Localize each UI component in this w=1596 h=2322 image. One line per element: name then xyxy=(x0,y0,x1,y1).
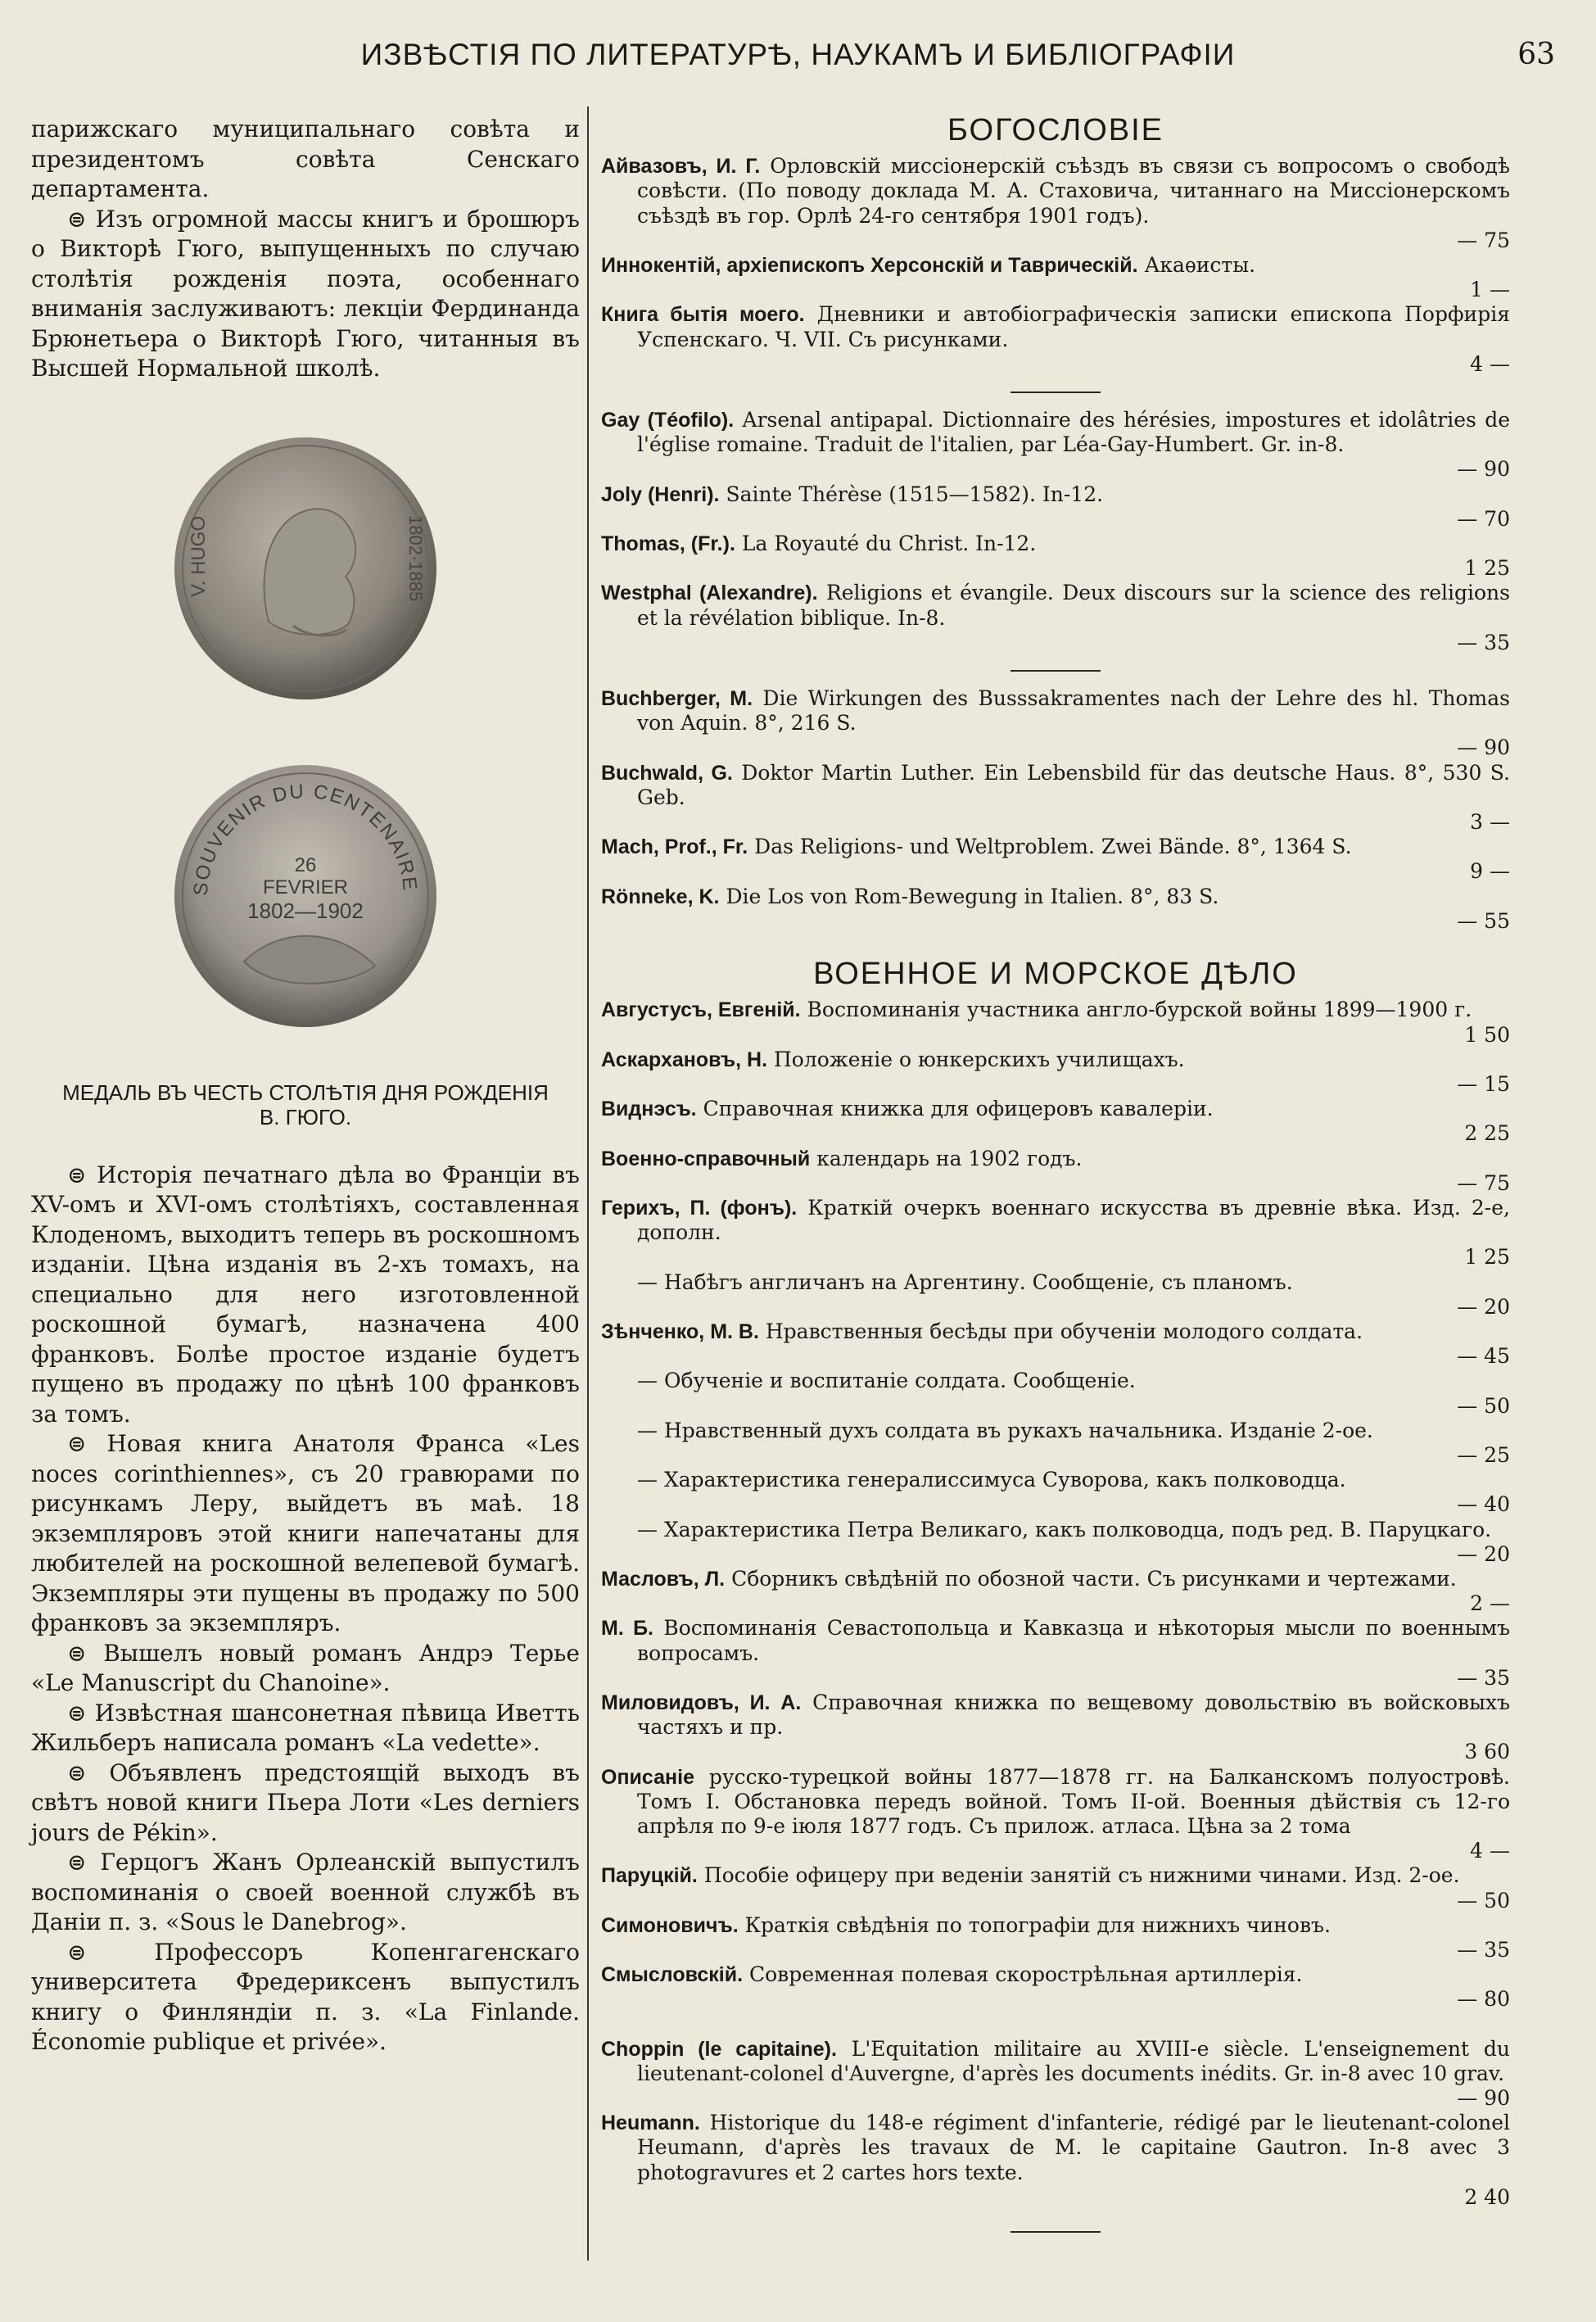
entry-author: Аскархановъ, Н. xyxy=(601,1048,768,1071)
entry-price: — 45 xyxy=(1457,1344,1510,1369)
news-paragraph: ⊜ Извѣстная шансонетная пѣвица Иветть Жильберъ написала романъ «La vedette». xyxy=(31,1699,580,1756)
bibliography-entry xyxy=(601,885,1510,909)
entry-price-row xyxy=(601,507,1510,532)
entry-title: Religions et évangile. Deux discours sur la science des religions et la révélation biblique. In-8. xyxy=(637,581,1510,630)
entry-title: Современная полевая скорострѣльная артиллерія. xyxy=(749,1962,1303,1987)
bibliography-subentry xyxy=(601,1419,1510,1443)
entry-title: Doktor Martin Luther. Ein Lebensbild für das deutsche Haus. 8°, 530 S. Geb. xyxy=(637,760,1510,809)
theology-russian-list xyxy=(601,154,1510,377)
entry-price: — 90 xyxy=(1457,457,1510,482)
entry-price: 2 25 xyxy=(1464,1121,1510,1146)
medal-hugo-portrait-image xyxy=(170,433,441,704)
entry-title: Сборникъ свѣдѣній по обозной части. Съ рисунками и чертежами. xyxy=(731,1566,1457,1591)
entry-author: Масловъ, Л. xyxy=(601,1567,726,1591)
entry-title: Краткій очеркъ военнаго искусства въ древніе вѣка. Изд. 2-е, дополн. xyxy=(637,1195,1510,1245)
entry-price: — 80 xyxy=(1457,1987,1510,2012)
subentry-title: — Набѣгъ англичанъ на Аргентину. Сообщеніе, съ планомъ. xyxy=(637,1270,1293,1294)
entry-title: La Royauté du Christ. In-12. xyxy=(741,532,1037,556)
entry-author: Августусъ, Евгеній. xyxy=(601,998,801,1022)
bibliography-entry xyxy=(601,1962,1510,1987)
bibliography-entry xyxy=(601,1913,1510,1938)
entry-author: Mach, Prof., Fr. xyxy=(601,835,748,859)
entry-author: Choppin (le capitaine). xyxy=(601,2037,837,2061)
caption-line: В. ГЮГО. xyxy=(259,1104,352,1129)
news-paragraph: ⊜ Исторія печатнаго дѣла во Франціи въ XV-омъ и XVI-омъ столѣтіяхъ, составленная Клоденомъ, выходитъ теперь въ роскошномъ изданіи. Цѣна изданія въ 2-хъ томахъ, на специально для него изготовленной роскошной бумагѣ, назначена 400 франковъ. Болѣе простое изданіе будетъ пущено въ продажу по цѣнѣ 100 франковъ за томъ. xyxy=(31,1161,580,1428)
news-paragraph: ⊜ Профессоръ Копенгагенскаго университета Фредериксенъ выпустилъ книгу о Финляндіи п. з. «La Finlande. Économie publique et privée». xyxy=(31,1938,580,2055)
entry-price: 1 — xyxy=(1470,278,1510,302)
bibliography-subentry xyxy=(601,1369,1510,1393)
entry-author: Зѣнченко, М. В. xyxy=(601,1319,759,1343)
entry-title: Справочная книжка по вещевому довольствію въ войсковыхъ частяхъ и пр. xyxy=(637,1690,1510,1740)
separator-rule xyxy=(1010,392,1101,393)
medal-month-text: FEVRIER xyxy=(262,876,349,898)
entry-price: — 50 xyxy=(1457,1393,1510,1418)
entry-price: — 75 xyxy=(1457,228,1510,252)
entry-title: Положеніе о юнкерскихъ училищахъ. xyxy=(773,1047,1185,1071)
medal-years-text: 1802—1902 xyxy=(247,898,364,923)
medal-dates-text: 1802·1885 xyxy=(405,514,426,601)
medal-caption xyxy=(31,1080,580,1129)
running-head-title: ИЗВѢСТІЯ ПО ЛИТЕРАТУРѢ, НАУКАМЪ И БИБЛІОГРАФІИ xyxy=(360,38,1236,71)
entry-price: — 75 xyxy=(1457,1170,1510,1195)
theology-german-list xyxy=(601,686,1510,934)
news-paragraph: ⊜ Новая книга Анатоля Франса «Les noces corinthiennes», съ 20 гравюрами по рисункамъ Леру, выйдетъ въ маѣ. 18 экземпляровъ этой книги напечатаны для любителей на роскошной велепевой бумагѣ. Экземпляры эти пущены въ продажу по 500 франковъ за экземпляръ. xyxy=(31,1430,580,1636)
entry-title: Воспоминанія Севастопольца и Кавказца и нѣкоторыя мысли по военнымъ вопросамъ. xyxy=(637,1616,1510,1665)
entry-title: Справочная книжка для офицеровъ кавалеріи. xyxy=(703,1097,1214,1121)
news-paragraph: ⊜ Изъ огромной массы книгъ и брошюръ о Викторѣ Гюго, выпущенныхъ по случаю столѣтія рожденія поэта, особеннаго вниманія заслуживаютъ: лекціи Фердинанда Брюнетьера о Викторѣ Гюго, читанныя въ Высшей Нормальной школѣ. xyxy=(31,205,580,382)
entry-price-row xyxy=(601,229,1510,253)
medal-name-text: V. HUGO xyxy=(188,515,210,597)
entry-author: Книга бытія моего. xyxy=(601,303,805,327)
entry-author: Военно-справочный xyxy=(601,1147,811,1170)
caption-line: МЕДАЛЬ ВЪ ЧЕСТЬ СТОЛѢТІЯ ДНЯ РОЖДЕНІЯ xyxy=(62,1080,549,1105)
entry-author: Смысловскій. xyxy=(601,1963,744,1987)
military-french-list xyxy=(601,2037,1510,2210)
entry-author: Thomas, (Fr.). xyxy=(601,532,735,556)
entry-price: — 40 xyxy=(1457,1492,1510,1517)
entry-price: 4 — xyxy=(1470,1839,1510,1863)
running-head xyxy=(33,31,1563,82)
entry-price: 1 25 xyxy=(1464,1245,1510,1270)
entry-price-row xyxy=(601,1295,1510,1319)
bibliography-entry xyxy=(601,686,1510,736)
entry-title: Акаѳисты. xyxy=(1144,253,1256,278)
entry-title: Arsenal antipapal. Dictionnaire des hérésies, impostures et idolâtries de l'église romaine. Traduit de l'italien, par Léa-Gay-Humbert. Gr. in-8. xyxy=(637,408,1510,457)
bibliography-entry xyxy=(601,1196,1510,1245)
entry-price: 3 — xyxy=(1470,810,1510,835)
entry-author: Описаніе xyxy=(601,1765,694,1789)
entry-author: Heumann. xyxy=(601,2112,700,2135)
entry-title: календарь на 1902 годъ. xyxy=(816,1146,1083,1170)
entry-price-row xyxy=(601,2086,1510,2111)
bibliography-subentry xyxy=(601,1270,1510,1295)
subentry-title: — Характеристика Петра Великаго, какъ полководца, подъ ред. В. Паруцкаго. xyxy=(637,1517,1492,1541)
entry-price-row xyxy=(601,1443,1510,1468)
column-divider xyxy=(587,106,589,2261)
entry-price-row xyxy=(601,1072,1510,1097)
entry-price: 2 40 xyxy=(1464,2184,1510,2209)
entry-price-row xyxy=(601,352,1510,377)
news-paragraph: ⊜ Герцогъ Жанъ Орлеанскій выпустилъ воспоминанія о своей военной службѣ въ Даніи п. з. «Sous le Danebrog». xyxy=(31,1849,580,1935)
bibliography-entry xyxy=(601,1616,1510,1665)
entry-price-row xyxy=(601,1394,1510,1419)
entry-price: — 35 xyxy=(1457,1665,1510,1690)
entry-price-row xyxy=(601,1492,1510,1517)
subentry-title: — Обученіе и воспитаніе солдата. Сообщеніе. xyxy=(637,1369,1136,1393)
bibliography-entry xyxy=(601,2111,1510,2185)
bibliography-entry xyxy=(601,1048,1510,1072)
entry-price-row xyxy=(601,859,1510,884)
entry-price-row xyxy=(601,556,1510,581)
bibliography-entry xyxy=(601,1863,1510,1888)
entry-price: — 25 xyxy=(1457,1442,1510,1467)
entry-price: 4 — xyxy=(1470,351,1510,376)
entry-author: Паруцкій. xyxy=(601,1864,698,1888)
entry-price-row xyxy=(601,1591,1510,1616)
entry-price-row xyxy=(601,1542,1510,1567)
entry-price: — 20 xyxy=(1457,1294,1510,1319)
bibliography-entry xyxy=(601,408,1510,457)
entry-author: Виднэсъ. xyxy=(601,1098,697,1121)
entry-title: русско-турецкой войны 1877—1878 гг. на Балканскомъ полуостровѣ. Томъ I. Обстановка передъ войной. Томъ II-ой. Военныя дѣйствія съ 12-го апрѣля по 9-е іюля 1877 годъ. Съ прилож. атласа. Цѣна за 2 тома xyxy=(637,1764,1510,1838)
entry-price-row xyxy=(601,1344,1510,1369)
entry-price-row xyxy=(601,736,1510,760)
entry-price: 2 — xyxy=(1470,1591,1510,1616)
military-russian-list xyxy=(601,998,1510,2012)
entry-price-row xyxy=(601,1889,1510,1913)
section-title-military: ВОЕННОЕ И МОРСКОЕ ДѢЛО xyxy=(813,957,1298,992)
entry-price-row xyxy=(601,1171,1510,1196)
entry-price-row xyxy=(601,2185,1510,2210)
entry-title: Пособіе офицеру при веденіи занятій съ нижними чинами. Изд. 2-ое. xyxy=(703,1863,1460,1888)
entry-price: — 50 xyxy=(1457,1888,1510,1912)
entry-author: Симоновичъ. xyxy=(601,1913,739,1937)
entry-title: Орловскій миссіонерскій съѣздъ въ связи съ вопросомъ о свободѣ совѣсти. (По поводу доклада М. А. Стаховича, читаннаго на Миссіонерскомъ съѣздѣ въ гор. Орлѣ 24-го сентября 1901 годъ). xyxy=(637,154,1511,228)
page-number: 63 xyxy=(1517,38,1555,71)
entry-title: Sainte Thérèse (1515—1582). In-12. xyxy=(726,482,1104,506)
entry-price: 1 25 xyxy=(1464,556,1510,581)
bibliography-entry xyxy=(601,532,1510,556)
entry-price-row xyxy=(601,1023,1510,1048)
entry-title: Die Los von Rom-Bewegung in Italien. 8°, 83 S. xyxy=(726,884,1219,908)
news-paragraph: ⊜ Объявленъ предстоящій выходъ въ свѣтъ новой книги Пьера Лоти «Les derniers jours de Pékin». xyxy=(31,1758,580,1846)
entry-author: Buchwald, G. xyxy=(601,761,733,785)
subentry-title: — Нравственный духъ солдата въ рукахъ начальника. Изданіе 2-ое. xyxy=(637,1418,1373,1442)
entry-price: 1 50 xyxy=(1464,1022,1510,1047)
section-title-theology: БОГОСЛОВІЕ xyxy=(947,113,1164,147)
bibliography-entry xyxy=(601,482,1510,507)
entry-author: Joly (Henri). xyxy=(601,482,720,506)
bibliography-entry xyxy=(601,761,1510,810)
bibliography-entry xyxy=(601,1765,1510,1840)
medal-day-text: 26 xyxy=(294,853,317,876)
entry-price-row xyxy=(601,1987,1510,2012)
entry-title: Краткія свѣдѣнія по топографіи для нижнихъ чиновъ. xyxy=(744,1912,1331,1937)
bibliography-entry xyxy=(601,581,1510,630)
entry-price-row xyxy=(601,810,1510,835)
separator-rule xyxy=(1010,2231,1101,2233)
entry-price: — 35 xyxy=(1457,1938,1510,1962)
entry-title: Воспоминанія участника англо-бурской войны 1899—1900 г. xyxy=(807,998,1472,1022)
entry-price: 9 — xyxy=(1470,859,1510,884)
medal-centenary-image xyxy=(170,761,441,1031)
bibliography-entry xyxy=(601,253,1510,278)
left-column xyxy=(31,115,580,2057)
news-paragraph: ⊜ Вышелъ новый романъ Андрэ Терье «Le Manuscript du Chanoine». xyxy=(31,1639,580,1696)
bibliography-subentry xyxy=(601,1518,1510,1542)
entry-author: М. Б. xyxy=(601,1617,654,1641)
entry-price-row xyxy=(601,1121,1510,1146)
entry-author: Иннокентій, архіепископъ Херсонскій и Таврическій. xyxy=(601,254,1138,278)
entry-price-row xyxy=(601,1740,1510,1764)
bibliography-subentry xyxy=(601,1468,1510,1492)
entry-title: Das Religions- und Weltproblem. Zwei Bände. 8°, 1364 S. xyxy=(754,835,1352,859)
theology-french-list xyxy=(601,408,1510,655)
bibliography-entry xyxy=(601,2037,1510,2086)
entry-author: Герихъ, П. (фонъ). xyxy=(601,1196,798,1220)
entry-price: — 20 xyxy=(1457,1541,1510,1566)
entry-price: — 70 xyxy=(1457,506,1510,531)
entry-price-row xyxy=(601,1938,1510,1962)
entry-price-row xyxy=(601,1839,1510,1863)
news-paragraph: парижскаго муниципальнаго совѣта и президентомъ совѣта Сенскаго департамента. xyxy=(31,115,580,202)
entry-price-row xyxy=(601,631,1510,655)
entry-price: — 35 xyxy=(1457,630,1510,654)
entry-author: Миловидовъ, И. А. xyxy=(601,1691,802,1714)
medal-inscription-text: SOUVENIR DU CENTENAIRE xyxy=(189,780,422,896)
bibliography-entry xyxy=(601,1691,1510,1740)
subentry-title: — Характеристика генералиссимуса Суворова, какъ полководца. xyxy=(637,1468,1346,1492)
entry-price: — 15 xyxy=(1457,1071,1510,1096)
entry-title: L'Equitation militaire au XVIII-e siècle. L'enseignement du lieutenant-colonel d'Auvergne, d'après les documents inédits. Gr. in-8 avec 10 grav. xyxy=(637,2036,1510,2085)
entry-title: Дневники и автобіографическія записки епископа Порфирія Успенскаго. Ч. VII. Съ рисунками. xyxy=(637,302,1510,351)
right-column xyxy=(601,115,1510,2247)
entry-price-row xyxy=(601,278,1510,302)
entry-price-row xyxy=(601,457,1510,482)
bibliography-entry xyxy=(601,1567,1510,1591)
entry-author: Buchberger, M. xyxy=(601,687,753,711)
separator-rule xyxy=(1010,670,1101,672)
entry-price-row xyxy=(601,1245,1510,1270)
entry-author: Westphal (Alexandre). xyxy=(601,582,818,605)
entry-author: Gay (Téofilo). xyxy=(601,409,735,432)
bibliography-entry xyxy=(601,1147,1510,1171)
entry-title: Historique du 148-e régiment d'infanterie, rédigé par le lieutenant-colonel Heumann, d'après les travaux de M. le capitaine Gautron. In-8 avec 3 photogravures et 2 cartes hors texte. xyxy=(637,2111,1510,2184)
bibliography-entry xyxy=(601,1097,1510,1121)
bibliography-entry xyxy=(601,998,1510,1022)
bibliography-entry xyxy=(601,1319,1510,1344)
entry-price-row xyxy=(601,909,1510,934)
entry-price: 3 60 xyxy=(1464,1740,1510,1764)
entry-price: — 90 xyxy=(1457,2086,1510,2111)
entry-author: Rönneke, K. xyxy=(601,885,720,908)
entry-title: Нравственныя бесѣды при обученіи молодого солдата. xyxy=(765,1319,1363,1343)
bibliography-entry xyxy=(601,835,1510,859)
entry-author: Айвазовъ, И. Г. xyxy=(601,155,761,179)
bibliography-entry xyxy=(601,154,1510,229)
entry-price-row xyxy=(601,1666,1510,1691)
bibliography-entry xyxy=(601,302,1510,351)
entry-price: — 55 xyxy=(1457,908,1510,933)
entry-title: Die Wirkungen des Busssakramentes nach der Lehre des hl. Thomas von Aquin. 8°, 216 S. xyxy=(637,686,1510,736)
entry-price: — 90 xyxy=(1457,736,1510,760)
